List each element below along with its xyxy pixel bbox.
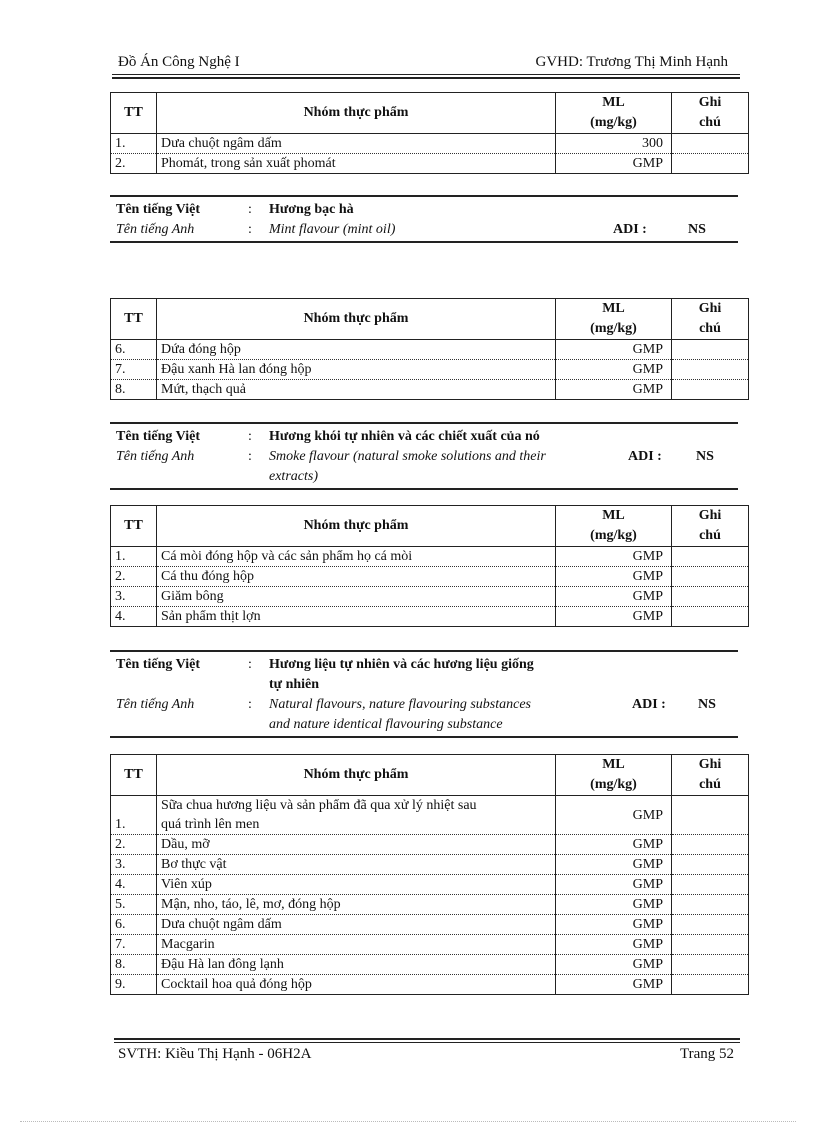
page-number: Trang 52 bbox=[679, 1046, 734, 1062]
page-bottom-edge bbox=[20, 1121, 796, 1122]
table-row: 5. Mận, nho, táo, lê, mơ, đóng hộp GMP bbox=[111, 895, 749, 915]
col-tt: TT bbox=[111, 93, 157, 134]
header-right: GVHD: Trương Thị Minh Hạnh bbox=[535, 54, 728, 70]
footer-rule-thick bbox=[114, 1038, 740, 1040]
table-3: TT Nhóm thực phẩm ML (mg/kg) Ghi chú 1. Cá mòi đóng hộp và các sản phẩm họ cá mòi GMP 2. Cá thu đóng hộp GMP 3. Giăm bông GMP 4. Sản phẩm thịt lợn GMP bbox=[110, 505, 749, 627]
table-1 bbox=[110, 92, 749, 174]
table-row: 2. Phomát, trong sản xuất phomát GMP bbox=[111, 154, 749, 174]
footer-rule bbox=[114, 1042, 740, 1043]
table-row: 8. Mứt, thạch quả GMP bbox=[111, 380, 749, 400]
table-row: 4. Viên xúp GMP bbox=[111, 875, 749, 895]
eng-name: Mint flavour (mint oil) bbox=[269, 222, 396, 237]
header-rule-thick bbox=[112, 77, 740, 79]
table-row: 1. Cá mòi đóng hộp và các sản phẩm họ cá mòi GMP bbox=[111, 547, 749, 567]
table-4: TT Nhóm thực phẩm ML (mg/kg) Ghi chú 1. Sữa chua hương liệu và sản phẩm đã qua xử lý nhiệt sau quá trình lên men GMP 2. Dầu, mỡ GMP 3. Bơ thực vật GMP 4. Viên xúp GMP 5. Mận, nho, táo, lê, mơ, đóng hộp GMP 6. Dưa chuột ngâm dấm GMP 7. Macgarin GMP 8. Đậu Hà lan đông lạnh GMP 9. Cocktail hoa quả đóng hộp GMP bbox=[110, 754, 749, 995]
section-natural-info: Tên tiếng Việt : Hương liệu tự nhiên và các hương liệu giống tự nhiên Tên tiếng Anh : Natural flavours, nature flavouring substances ADI : NS and nature identical flavouring substance bbox=[110, 650, 738, 738]
header-rule bbox=[112, 74, 740, 75]
table-row: 3. Bơ thực vật GMP bbox=[111, 855, 749, 875]
table-row: 9. Cocktail hoa quả đóng hộp GMP bbox=[111, 975, 749, 995]
table-row: 3. Giăm bông GMP bbox=[111, 587, 749, 607]
adi-value: NS bbox=[688, 222, 706, 237]
table-row: 4. Sản phẩm thịt lợn GMP bbox=[111, 607, 749, 627]
table-row: 7. Macgarin GMP bbox=[111, 935, 749, 955]
table-row: 8. Đậu Hà lan đông lạnh GMP bbox=[111, 955, 749, 975]
table-row: 2. Dầu, mỡ GMP bbox=[111, 835, 749, 855]
viet-name: Hương bạc hà bbox=[269, 202, 354, 217]
table-row: 6. Dứa đóng hộp GMP bbox=[111, 340, 749, 360]
col-note: Ghi chú bbox=[672, 93, 749, 134]
section-smoke-info: Tên tiếng Việt : Hương khói tự nhiên và các chiết xuất của nó Tên tiếng Anh : Smoke flavour (natural smoke solutions and their ADI : NS extracts) bbox=[110, 422, 738, 490]
header-left: Đồ Án Công Nghệ I bbox=[118, 54, 240, 70]
col-ml: ML (mg/kg) bbox=[556, 93, 672, 134]
table-2: TT Nhóm thực phẩm ML (mg/kg) Ghi chú 6. Dứa đóng hộp GMP 7. Đậu xanh Hà lan đóng hộp GMP 8. Mứt, thạch quả GMP bbox=[110, 298, 749, 400]
adi-value: NS bbox=[698, 697, 716, 712]
table-row: 2. Cá thu đóng hộp GMP bbox=[111, 567, 749, 587]
table-row: 7. Đậu xanh Hà lan đóng hộp GMP bbox=[111, 360, 749, 380]
section-mint-info: Tên tiếng Việt : Hương bạc hà Tên tiếng Anh : Mint flavour (mint oil) ADI : NS bbox=[110, 195, 738, 243]
table-row: 1. Dưa chuột ngâm dấm 300 bbox=[111, 134, 749, 154]
footer-left: SVTH: Kiều Thị Hạnh - 06H2A bbox=[118, 1046, 312, 1062]
adi-value: NS bbox=[696, 449, 714, 464]
table-row: 1. Sữa chua hương liệu và sản phẩm đã qua xử lý nhiệt sau quá trình lên men GMP bbox=[111, 796, 749, 835]
table-row: 6. Dưa chuột ngâm dấm GMP bbox=[111, 915, 749, 935]
col-group: Nhóm thực phẩm bbox=[157, 93, 556, 134]
